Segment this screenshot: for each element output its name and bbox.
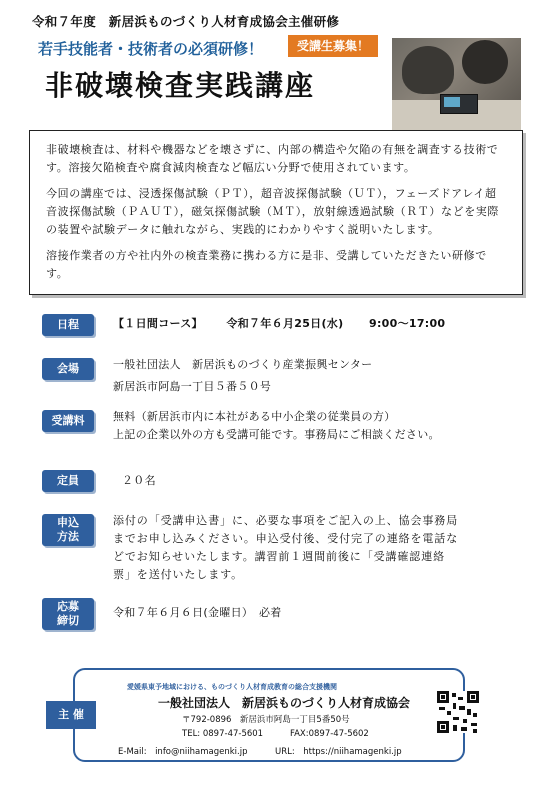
venue-line-2: 新居浜市阿島一丁目５番５０号 xyxy=(113,380,272,393)
fee-line-1: 無料（新居浜市内に本社がある中小企業の従業員の方） xyxy=(113,410,396,423)
application-line-2: までお申し込みください。申込受付後、受付完了の連絡を電話な xyxy=(113,532,459,545)
postal-address: 〒792-0896 新居浜市阿島一丁目5番50号 xyxy=(182,715,350,725)
host-label: 主 催 xyxy=(46,701,96,729)
deadline-value: 令和７年６月６日(金曜日） 必着 xyxy=(113,606,282,619)
deadline-label xyxy=(42,598,94,630)
footer-caption: 愛媛県東予地域における、ものづくり人材育成教育の総合支援機関 xyxy=(127,683,337,691)
tagline: 若手技能者・技術者の必須研修！ xyxy=(38,40,264,58)
fax-number: FAX:0897-47-5602 xyxy=(290,729,369,739)
deadline-label-line-1: 応募 xyxy=(57,600,79,613)
fee-info xyxy=(113,408,440,444)
intro-paragraph-1: 非破壊検査は、材料や機器などを壊さずに、内部の構造や欠陥の有無を調査する技術です。溶接欠陥検査や腐食減肉検査など幅広い分野で使用されています。 xyxy=(46,143,499,174)
intro-paragraph-2: 今回の講座では、浸透探傷試験（ＰＴ），超音波探傷試験（ＵＴ），フェーズドアレイ超音波探傷試験（ＰＡＵＴ），磁気探傷試験（ＭＴ），放射線透過試験（ＲＴ）などを実際の装置や試験データに触れながら、実践的にわかりやすく説明いたします。 xyxy=(46,187,499,236)
intro-paragraph-3: 溶接作業者の方や社内外の検査業務に携わる方に是非、受講していただきたい研修です。 xyxy=(46,249,487,280)
schedule-date: 令和７年６月25日(水) xyxy=(226,317,344,330)
application-label xyxy=(42,514,94,546)
venue-line-1: 一般社団法人 新居浜ものづくり産業振興センター xyxy=(113,358,373,371)
website-url[interactable]: URL: https://niihamagenki.jp xyxy=(275,747,402,757)
email-address[interactable]: E-Mail: info@niihamagenki.jp xyxy=(118,747,248,757)
intro-box xyxy=(29,130,523,295)
recruitment-badge: 受講生募集！ xyxy=(288,35,378,57)
application-info xyxy=(113,512,458,584)
application-label-line-1: 申込 xyxy=(57,516,79,529)
page-title: 非破壊検査実践講座 xyxy=(45,69,316,102)
schedule-course: 【１日間コース】 xyxy=(113,317,203,330)
schedule-label: 日程 xyxy=(42,314,94,336)
deadline-label-line-2: 締切 xyxy=(57,614,79,627)
fee-line-2: 上記の企業以外の方も受講可能です。事務局にご相談ください。 xyxy=(113,428,440,441)
venue-label: 会場 xyxy=(42,358,94,380)
header-subtitle: 令和７年度 新居浜ものづくり人材育成協会主催研修 xyxy=(32,14,340,29)
training-photo xyxy=(392,38,521,138)
tel-number: TEL: 0897-47-5601 xyxy=(182,729,264,739)
venue-info xyxy=(113,356,372,396)
fee-label: 受講料 xyxy=(42,410,94,432)
schedule-time: 9:00～17:00 xyxy=(369,317,446,330)
organization-name: 一般社団法人 新居浜ものづくり人材育成協会 xyxy=(158,696,411,710)
qr-code-icon[interactable] xyxy=(437,691,479,733)
application-line-3: どでお知らせいたします。講習前１週間前後に「受講確認連絡 xyxy=(113,550,445,563)
application-line-1: 添付の「受講申込書」に、必要な事項をご記入の上、協会事務局 xyxy=(113,514,459,527)
application-line-4: 票」を送付いたします。 xyxy=(113,568,244,581)
capacity-label: 定員 xyxy=(42,470,94,492)
application-label-line-2: 方法 xyxy=(57,530,79,543)
capacity-value: ２０名 xyxy=(122,474,156,487)
schedule-info xyxy=(113,315,445,333)
